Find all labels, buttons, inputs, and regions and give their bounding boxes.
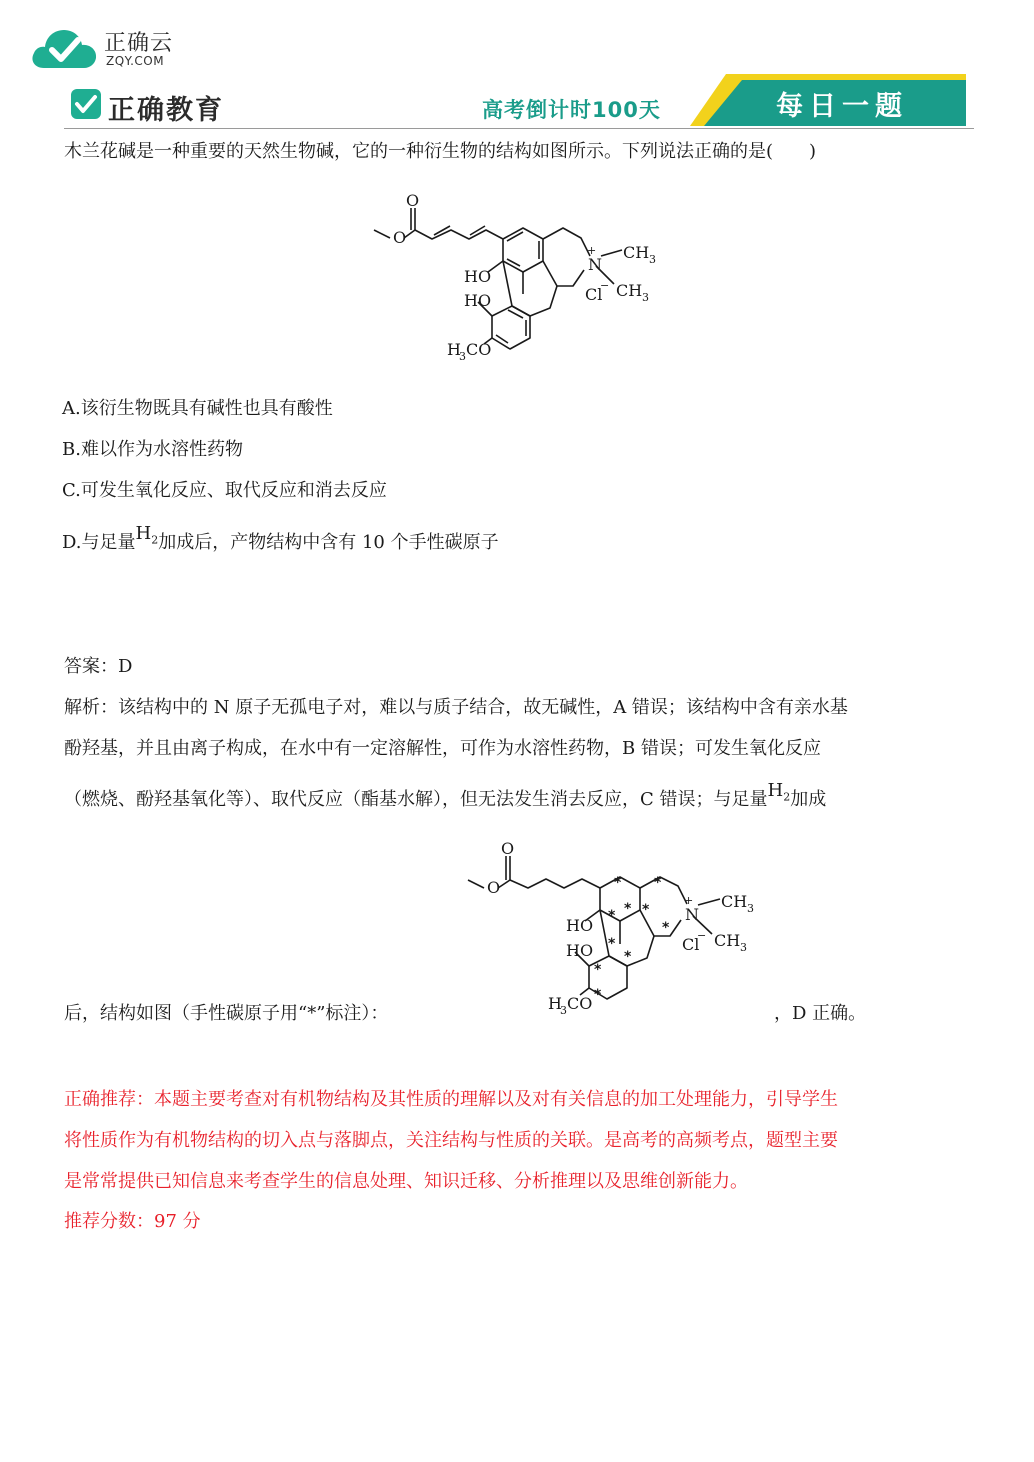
option-d-suffix: 加成后，产物结构中含有 10 个手性碳原子 — [158, 532, 499, 553]
methoxy-h-2: H — [548, 994, 562, 1013]
methyl-top-sub-2: 3 — [747, 902, 754, 915]
methoxy-sub: 3 — [459, 350, 466, 363]
recommend-line-1: 正确推荐：本题主要考查对有机物结构及其性质的理解以及对有关信息的加工处理能力，引导学生 — [64, 1089, 838, 1110]
h2-formula: $H_2$ — [135, 523, 159, 547]
chiral-star: * — [654, 875, 662, 891]
analysis-line-3-tail: 加成 — [790, 789, 827, 810]
nitrogen-charge: + — [587, 244, 597, 257]
analysis-line-4-tail: ，D 正确。 — [774, 1003, 867, 1024]
analysis-line-3 — [64, 780, 827, 819]
check-badge-icon — [70, 88, 102, 120]
methoxy-h: H — [447, 340, 461, 359]
analysis-line-4: 后，结构如图（手性碳原子用“*”标注）： — [64, 1003, 389, 1024]
methoxy-sub-2: 3 — [560, 1004, 567, 1017]
ester-oxygen-2: O — [487, 878, 501, 897]
molecule-structure-1 — [360, 186, 670, 366]
option-d — [62, 523, 499, 562]
option-d-prefix: D.与足量 — [62, 532, 136, 553]
carbonyl-oxygen: O — [406, 191, 420, 210]
banner-title: 每日一题 — [776, 91, 908, 122]
recommend-line-2: 将性质作为有机物结构的切入点与落脚点，关注结构与性质的关联。是高考的高频考点，题型主要 — [64, 1130, 838, 1151]
hydroxyl-1-2: HO — [566, 916, 594, 935]
chloride-ion-2: Cl — [682, 935, 700, 954]
chiral-star: * — [608, 908, 616, 924]
chiral-star: * — [662, 920, 670, 936]
hydroxyl-2-2: HO — [566, 941, 594, 960]
analysis-line-1: 解析：该结构中的 N 原子无孤电子对，难以与质子结合，故无碱性，A 错误；该结构中含有亲水基 — [64, 697, 848, 718]
methyl-bottom-2: CH — [714, 931, 741, 950]
logo-name: 正确云 — [104, 31, 174, 56]
methyl-top: CH — [623, 243, 650, 262]
chloride-charge: − — [600, 279, 610, 292]
chiral-star: * — [642, 902, 650, 918]
chiral-star: * — [594, 962, 602, 978]
carbonyl-oxygen-2: O — [501, 839, 515, 858]
logo-domain: ZQY.COM — [106, 54, 165, 68]
chloride-charge-2: − — [697, 929, 707, 942]
countdown-label: 高考倒计时100天 — [482, 98, 661, 122]
methyl-bottom-sub-2: 3 — [740, 941, 747, 954]
analysis-line-2: 酚羟基，并且由离子构成，在水中有一定溶解性，可作为水溶性药物，B 错误；可发生氧化反应 — [64, 738, 821, 759]
option-a: A.该衍生物既具有碱性也具有酸性 — [62, 398, 333, 419]
h2-formula-2: $H_2$ — [767, 780, 791, 804]
methyl-top-sub: 3 — [649, 253, 656, 266]
chiral-star: * — [624, 949, 632, 965]
analysis-line-3-text: （燃烧、酚羟基氧化等）、取代反应（酯基水解），但无法发生消去反应，C 错误；与足量 — [64, 789, 768, 810]
methyl-top-2: CH — [721, 892, 748, 911]
methyl-bottom: CH — [616, 281, 643, 300]
chloride-ion: Cl — [585, 285, 603, 304]
ammonium-nitrogen-2: N — [685, 905, 699, 924]
ammonium-nitrogen: N — [588, 255, 602, 274]
nitrogen-charge-2: + — [684, 894, 694, 907]
cloud-logo-icon — [30, 22, 100, 72]
recommend-line-3: 是常常提供已知信息来考查学生的信息处理、知识迁移、分析推理以及思维创新能力。 — [64, 1171, 748, 1192]
hydroxyl-2: HO — [464, 291, 492, 310]
chiral-star: * — [608, 936, 616, 952]
methoxy-rest-2: CO — [567, 994, 593, 1013]
question-stem: 木兰花碱是一种重要的天然生物碱，它的一种衍生物的结构如图所示。下列说法正确的是( ) — [64, 141, 817, 162]
header-divider — [64, 128, 974, 129]
option-b: B.难以作为水溶性药物 — [62, 439, 243, 460]
methoxy-rest: CO — [466, 340, 492, 359]
chiral-star: * — [614, 875, 622, 891]
chiral-star: * — [624, 901, 632, 917]
recommend-score: 推荐分数：97 分 — [64, 1211, 201, 1232]
answer-label: 答案：D — [64, 656, 133, 677]
option-c: C.可发生氧化反应、取代反应和消去反应 — [62, 480, 387, 501]
molecule-structure-2 — [458, 834, 778, 1020]
methyl-bottom-sub: 3 — [642, 291, 649, 304]
brand-name: 正确教育 — [108, 95, 224, 126]
ester-oxygen: O — [393, 228, 407, 247]
hydroxyl-1: HO — [464, 267, 492, 286]
chiral-star: * — [594, 987, 602, 1003]
